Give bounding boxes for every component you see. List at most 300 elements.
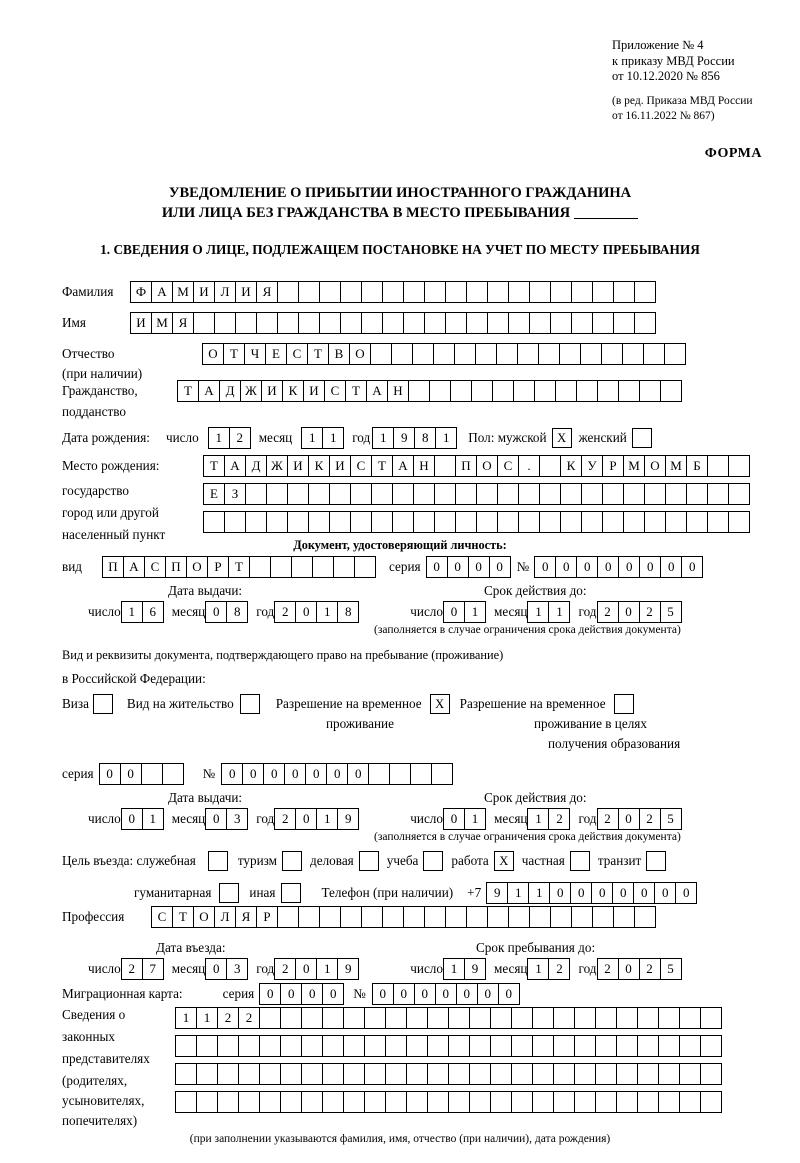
- form-cell[interactable]: [539, 511, 561, 533]
- form-cell[interactable]: 2: [217, 1007, 239, 1029]
- form-cell[interactable]: [245, 483, 267, 505]
- form-cell[interactable]: 0: [639, 556, 661, 578]
- form-cell[interactable]: [217, 1035, 239, 1057]
- legal-row-2-input[interactable]: [175, 1035, 721, 1057]
- sex-male-checkbox[interactable]: X: [552, 428, 572, 448]
- form-cell[interactable]: [574, 1063, 596, 1085]
- form-cell[interactable]: [511, 1091, 533, 1113]
- form-cell[interactable]: [490, 1063, 512, 1085]
- form-cell[interactable]: 0: [549, 882, 571, 904]
- identity-kind-input[interactable]: [102, 556, 375, 578]
- form-cell[interactable]: [622, 343, 644, 365]
- form-cell[interactable]: М: [172, 281, 194, 303]
- edu-residence-checkbox[interactable]: [614, 694, 634, 714]
- form-cell[interactable]: [259, 1063, 281, 1085]
- form-cell[interactable]: [553, 1063, 575, 1085]
- form-cell[interactable]: [700, 1035, 722, 1057]
- form-cell[interactable]: 0: [675, 882, 697, 904]
- form-cell[interactable]: Д: [245, 455, 267, 477]
- form-cell[interactable]: Т: [223, 343, 245, 365]
- form-cell[interactable]: [707, 455, 729, 477]
- form-cell[interactable]: [350, 511, 372, 533]
- form-cell[interactable]: Н: [387, 380, 409, 402]
- legal-row-3-input[interactable]: [175, 1063, 721, 1085]
- form-cell[interactable]: [529, 906, 551, 928]
- form-cell[interactable]: [466, 906, 488, 928]
- form-cell[interactable]: [665, 483, 687, 505]
- form-cell[interactable]: [592, 906, 614, 928]
- form-cell[interactable]: [496, 343, 518, 365]
- form-cell[interactable]: [637, 1091, 659, 1113]
- form-cell[interactable]: [728, 455, 750, 477]
- form-cell[interactable]: Е: [203, 483, 225, 505]
- form-cell[interactable]: 0: [612, 882, 634, 904]
- form-cell[interactable]: 0: [681, 556, 703, 578]
- form-cell[interactable]: Ф: [130, 281, 152, 303]
- form-cell[interactable]: 0: [295, 601, 317, 623]
- form-cell[interactable]: [471, 380, 493, 402]
- form-cell[interactable]: [445, 906, 467, 928]
- form-cell[interactable]: [534, 380, 556, 402]
- form-cell[interactable]: 2: [274, 808, 296, 830]
- form-cell[interactable]: [529, 312, 551, 334]
- form-cell[interactable]: [382, 281, 404, 303]
- form-cell[interactable]: [532, 1091, 554, 1113]
- form-cell[interactable]: [454, 343, 476, 365]
- permit-number-input[interactable]: [221, 763, 452, 785]
- form-cell[interactable]: [319, 312, 341, 334]
- form-cell[interactable]: С: [350, 455, 372, 477]
- form-cell[interactable]: [497, 511, 519, 533]
- form-cell[interactable]: [623, 483, 645, 505]
- form-cell[interactable]: 0: [618, 601, 640, 623]
- form-cell[interactable]: [427, 1035, 449, 1057]
- form-cell[interactable]: [455, 483, 477, 505]
- form-cell[interactable]: 0: [591, 882, 613, 904]
- form-cell[interactable]: [340, 281, 362, 303]
- form-cell[interactable]: Е: [265, 343, 287, 365]
- form-cell[interactable]: [490, 1091, 512, 1113]
- form-cell[interactable]: [634, 281, 656, 303]
- form-cell[interactable]: [434, 455, 456, 477]
- form-cell[interactable]: [329, 483, 351, 505]
- form-cell[interactable]: 7: [142, 958, 164, 980]
- form-cell[interactable]: О: [186, 556, 208, 578]
- form-cell[interactable]: 3: [226, 808, 248, 830]
- form-cell[interactable]: [354, 556, 376, 578]
- identity-issue-day-input[interactable]: [121, 601, 163, 623]
- form-cell[interactable]: 0: [205, 601, 227, 623]
- form-cell[interactable]: 0: [456, 983, 478, 1005]
- form-cell[interactable]: [445, 312, 467, 334]
- profession-input[interactable]: [151, 906, 655, 928]
- form-cell[interactable]: [553, 1091, 575, 1113]
- form-cell[interactable]: [427, 1091, 449, 1113]
- form-cell[interactable]: [322, 1091, 344, 1113]
- form-cell[interactable]: [634, 906, 656, 928]
- stay-year-input[interactable]: [597, 958, 681, 980]
- form-cell[interactable]: 0: [284, 763, 306, 785]
- form-cell[interactable]: [266, 483, 288, 505]
- form-cell[interactable]: Я: [256, 281, 278, 303]
- form-cell[interactable]: [634, 312, 656, 334]
- form-cell[interactable]: [434, 511, 456, 533]
- form-cell[interactable]: [410, 763, 432, 785]
- form-cell[interactable]: 0: [372, 983, 394, 1005]
- form-cell[interactable]: 2: [274, 958, 296, 980]
- form-cell[interactable]: [679, 1007, 701, 1029]
- identity-valid-day-input[interactable]: [443, 601, 485, 623]
- form-cell[interactable]: [700, 1091, 722, 1113]
- purpose-transit-checkbox[interactable]: [646, 851, 666, 871]
- form-cell[interactable]: [141, 763, 163, 785]
- migration-number-input[interactable]: [372, 983, 519, 1005]
- form-cell[interactable]: П: [455, 455, 477, 477]
- form-cell[interactable]: 1: [301, 427, 323, 449]
- form-cell[interactable]: 5: [660, 601, 682, 623]
- form-cell[interactable]: [623, 511, 645, 533]
- form-cell[interactable]: И: [329, 455, 351, 477]
- form-cell[interactable]: Р: [602, 455, 624, 477]
- form-cell[interactable]: 2: [597, 958, 619, 980]
- form-cell[interactable]: 6: [142, 601, 164, 623]
- form-cell[interactable]: [686, 483, 708, 505]
- form-cell[interactable]: 0: [121, 808, 143, 830]
- form-cell[interactable]: [403, 906, 425, 928]
- form-cell[interactable]: Р: [256, 906, 278, 928]
- form-cell[interactable]: 9: [337, 958, 359, 980]
- form-cell[interactable]: 2: [597, 808, 619, 830]
- phone-input[interactable]: [486, 882, 696, 904]
- form-cell[interactable]: [476, 483, 498, 505]
- form-cell[interactable]: [193, 312, 215, 334]
- form-cell[interactable]: 1: [121, 601, 143, 623]
- form-cell[interactable]: [539, 455, 561, 477]
- form-cell[interactable]: П: [165, 556, 187, 578]
- form-cell[interactable]: [616, 1091, 638, 1113]
- form-cell[interactable]: В: [328, 343, 350, 365]
- form-cell[interactable]: 0: [295, 958, 317, 980]
- form-cell[interactable]: [679, 1091, 701, 1113]
- form-cell[interactable]: [571, 312, 593, 334]
- form-cell[interactable]: 0: [280, 983, 302, 1005]
- form-cell[interactable]: 9: [486, 882, 508, 904]
- form-cell[interactable]: [368, 763, 390, 785]
- form-cell[interactable]: 0: [120, 763, 142, 785]
- form-cell[interactable]: [466, 281, 488, 303]
- form-cell[interactable]: [490, 1007, 512, 1029]
- form-cell[interactable]: [616, 1007, 638, 1029]
- visa-checkbox[interactable]: [93, 694, 113, 714]
- form-cell[interactable]: 2: [639, 958, 661, 980]
- form-cell[interactable]: [301, 1091, 323, 1113]
- form-cell[interactable]: [382, 312, 404, 334]
- form-cell[interactable]: 1: [548, 601, 570, 623]
- form-cell[interactable]: [301, 1007, 323, 1029]
- form-cell[interactable]: [592, 281, 614, 303]
- permit-valid-year-input[interactable]: [597, 808, 681, 830]
- form-cell[interactable]: Т: [228, 556, 250, 578]
- form-cell[interactable]: Д: [219, 380, 241, 402]
- form-cell[interactable]: П: [102, 556, 124, 578]
- form-cell[interactable]: [476, 511, 498, 533]
- form-cell[interactable]: 1: [527, 808, 549, 830]
- form-cell[interactable]: [595, 1035, 617, 1057]
- form-cell[interactable]: 0: [443, 601, 465, 623]
- form-cell[interactable]: [686, 511, 708, 533]
- form-cell[interactable]: [427, 1007, 449, 1029]
- form-cell[interactable]: [287, 483, 309, 505]
- form-cell[interactable]: [427, 1063, 449, 1085]
- form-cell[interactable]: [364, 1007, 386, 1029]
- form-cell[interactable]: [618, 380, 640, 402]
- form-cell[interactable]: О: [202, 343, 224, 365]
- form-cell[interactable]: Т: [177, 380, 199, 402]
- form-cell[interactable]: [448, 1091, 470, 1113]
- form-cell[interactable]: [448, 1063, 470, 1085]
- purpose-study-checkbox[interactable]: [423, 851, 443, 871]
- form-cell[interactable]: [448, 1007, 470, 1029]
- form-cell[interactable]: [658, 1091, 680, 1113]
- form-cell[interactable]: [256, 312, 278, 334]
- form-cell[interactable]: [322, 1035, 344, 1057]
- form-cell[interactable]: [679, 1063, 701, 1085]
- form-cell[interactable]: [487, 281, 509, 303]
- form-cell[interactable]: М: [623, 455, 645, 477]
- form-cell[interactable]: [175, 1063, 197, 1085]
- form-cell[interactable]: 0: [242, 763, 264, 785]
- form-cell[interactable]: [301, 1063, 323, 1085]
- form-cell[interactable]: С: [324, 380, 346, 402]
- form-cell[interactable]: И: [193, 281, 215, 303]
- permit-issue-month-input[interactable]: [205, 808, 247, 830]
- form-cell[interactable]: [412, 343, 434, 365]
- form-cell[interactable]: О: [644, 455, 666, 477]
- birth-month-input[interactable]: [301, 427, 343, 449]
- form-cell[interactable]: 1: [142, 808, 164, 830]
- name-input[interactable]: [130, 312, 655, 334]
- form-cell[interactable]: [576, 380, 598, 402]
- form-cell[interactable]: 0: [555, 556, 577, 578]
- form-cell[interactable]: [571, 281, 593, 303]
- form-cell[interactable]: [371, 483, 393, 505]
- form-cell[interactable]: [162, 763, 184, 785]
- form-cell[interactable]: [431, 763, 453, 785]
- form-cell[interactable]: [665, 511, 687, 533]
- form-cell[interactable]: [364, 1035, 386, 1057]
- form-cell[interactable]: 8: [414, 427, 436, 449]
- form-cell[interactable]: И: [261, 380, 283, 402]
- birthplace-row-3-input[interactable]: [203, 511, 749, 533]
- form-cell[interactable]: С: [144, 556, 166, 578]
- form-cell[interactable]: [560, 483, 582, 505]
- form-cell[interactable]: [196, 1035, 218, 1057]
- form-cell[interactable]: [728, 483, 750, 505]
- form-cell[interactable]: [370, 343, 392, 365]
- migration-series-input[interactable]: [259, 983, 343, 1005]
- form-cell[interactable]: [429, 380, 451, 402]
- form-cell[interactable]: А: [123, 556, 145, 578]
- legal-row-1-input[interactable]: [175, 1007, 721, 1029]
- form-cell[interactable]: [280, 1091, 302, 1113]
- entry-day-input[interactable]: [121, 958, 163, 980]
- form-cell[interactable]: [203, 511, 225, 533]
- form-cell[interactable]: 9: [337, 808, 359, 830]
- form-cell[interactable]: [664, 343, 686, 365]
- form-cell[interactable]: 5: [660, 808, 682, 830]
- form-cell[interactable]: 0: [597, 556, 619, 578]
- form-cell[interactable]: [466, 312, 488, 334]
- form-cell[interactable]: 1: [316, 808, 338, 830]
- form-cell[interactable]: 0: [295, 808, 317, 830]
- form-cell[interactable]: [298, 312, 320, 334]
- form-cell[interactable]: [280, 1007, 302, 1029]
- form-cell[interactable]: 1: [527, 601, 549, 623]
- form-cell[interactable]: 2: [639, 808, 661, 830]
- form-cell[interactable]: Л: [214, 906, 236, 928]
- form-cell[interactable]: [581, 511, 603, 533]
- temp-residence-checkbox[interactable]: X: [430, 694, 450, 714]
- form-cell[interactable]: 1: [316, 958, 338, 980]
- form-cell[interactable]: 1: [208, 427, 230, 449]
- form-cell[interactable]: [287, 511, 309, 533]
- form-cell[interactable]: [308, 511, 330, 533]
- form-cell[interactable]: [616, 1063, 638, 1085]
- patronymic-input[interactable]: [202, 343, 685, 365]
- form-cell[interactable]: [364, 1063, 386, 1085]
- form-cell[interactable]: [434, 483, 456, 505]
- form-cell[interactable]: 0: [322, 983, 344, 1005]
- form-cell[interactable]: [175, 1091, 197, 1113]
- form-cell[interactable]: [517, 343, 539, 365]
- form-cell[interactable]: [639, 380, 661, 402]
- form-cell[interactable]: [487, 906, 509, 928]
- form-cell[interactable]: 0: [618, 958, 640, 980]
- form-cell[interactable]: [539, 483, 561, 505]
- form-cell[interactable]: [660, 380, 682, 402]
- form-cell[interactable]: У: [581, 455, 603, 477]
- form-cell[interactable]: [550, 281, 572, 303]
- form-cell[interactable]: [658, 1035, 680, 1057]
- form-cell[interactable]: 0: [443, 808, 465, 830]
- entry-year-input[interactable]: [274, 958, 358, 980]
- form-cell[interactable]: [574, 1091, 596, 1113]
- permit-valid-day-input[interactable]: [443, 808, 485, 830]
- form-cell[interactable]: [613, 281, 635, 303]
- form-cell[interactable]: [413, 483, 435, 505]
- form-cell[interactable]: Я: [172, 312, 194, 334]
- permit-issue-year-input[interactable]: [274, 808, 358, 830]
- form-cell[interactable]: Р: [207, 556, 229, 578]
- identity-valid-month-input[interactable]: [527, 601, 569, 623]
- form-cell[interactable]: [424, 906, 446, 928]
- form-cell[interactable]: 0: [498, 983, 520, 1005]
- form-cell[interactable]: И: [303, 380, 325, 402]
- form-cell[interactable]: 1: [464, 808, 486, 830]
- form-cell[interactable]: [637, 1007, 659, 1029]
- identity-issue-year-input[interactable]: [274, 601, 358, 623]
- form-cell[interactable]: 2: [548, 958, 570, 980]
- form-cell[interactable]: [518, 511, 540, 533]
- form-cell[interactable]: О: [349, 343, 371, 365]
- form-cell[interactable]: [214, 312, 236, 334]
- form-cell[interactable]: [602, 511, 624, 533]
- form-cell[interactable]: [298, 281, 320, 303]
- form-cell[interactable]: С: [286, 343, 308, 365]
- form-cell[interactable]: [343, 1035, 365, 1057]
- form-cell[interactable]: 0: [393, 983, 415, 1005]
- form-cell[interactable]: [595, 1091, 617, 1113]
- form-cell[interactable]: А: [392, 455, 414, 477]
- form-cell[interactable]: 0: [259, 983, 281, 1005]
- form-cell[interactable]: [553, 1035, 575, 1057]
- form-cell[interactable]: 2: [639, 601, 661, 623]
- form-cell[interactable]: 2: [238, 1007, 260, 1029]
- form-cell[interactable]: Т: [345, 380, 367, 402]
- form-cell[interactable]: [259, 1007, 281, 1029]
- form-cell[interactable]: [340, 312, 362, 334]
- form-cell[interactable]: [196, 1063, 218, 1085]
- identity-number-input[interactable]: [534, 556, 702, 578]
- identity-issue-month-input[interactable]: [205, 601, 247, 623]
- form-cell[interactable]: [245, 511, 267, 533]
- form-cell[interactable]: 2: [548, 808, 570, 830]
- birthplace-row-2-input[interactable]: [203, 483, 749, 505]
- form-cell[interactable]: 0: [447, 556, 469, 578]
- permit-issue-day-input[interactable]: [121, 808, 163, 830]
- form-cell[interactable]: М: [665, 455, 687, 477]
- form-cell[interactable]: [343, 1091, 365, 1113]
- form-cell[interactable]: [371, 511, 393, 533]
- form-cell[interactable]: 0: [263, 763, 285, 785]
- purpose-work-checkbox[interactable]: X: [494, 851, 514, 871]
- form-cell[interactable]: [637, 1063, 659, 1085]
- form-cell[interactable]: [361, 312, 383, 334]
- form-cell[interactable]: И: [130, 312, 152, 334]
- form-cell[interactable]: [361, 906, 383, 928]
- form-cell[interactable]: М: [151, 312, 173, 334]
- form-cell[interactable]: А: [366, 380, 388, 402]
- form-cell[interactable]: [382, 906, 404, 928]
- form-cell[interactable]: [280, 1035, 302, 1057]
- residence-permit-checkbox[interactable]: [240, 694, 260, 714]
- form-cell[interactable]: [658, 1063, 680, 1085]
- form-cell[interactable]: 0: [99, 763, 121, 785]
- form-cell[interactable]: [343, 1007, 365, 1029]
- form-cell[interactable]: Ч: [244, 343, 266, 365]
- form-cell[interactable]: [469, 1007, 491, 1029]
- birth-day-input[interactable]: [208, 427, 250, 449]
- form-cell[interactable]: 1: [372, 427, 394, 449]
- form-cell[interactable]: [433, 343, 455, 365]
- form-cell[interactable]: [385, 1091, 407, 1113]
- form-cell[interactable]: [385, 1007, 407, 1029]
- form-cell[interactable]: [266, 511, 288, 533]
- form-cell[interactable]: [532, 1007, 554, 1029]
- legal-row-4-input[interactable]: [175, 1091, 721, 1113]
- form-cell[interactable]: [385, 1035, 407, 1057]
- form-cell[interactable]: [312, 556, 334, 578]
- form-cell[interactable]: [511, 1063, 533, 1085]
- form-cell[interactable]: [217, 1091, 239, 1113]
- form-cell[interactable]: 1: [175, 1007, 197, 1029]
- form-cell[interactable]: [597, 380, 619, 402]
- form-cell[interactable]: [424, 281, 446, 303]
- form-cell[interactable]: [707, 483, 729, 505]
- form-cell[interactable]: 0: [221, 763, 243, 785]
- purpose-tourism-checkbox[interactable]: [282, 851, 302, 871]
- form-cell[interactable]: И: [287, 455, 309, 477]
